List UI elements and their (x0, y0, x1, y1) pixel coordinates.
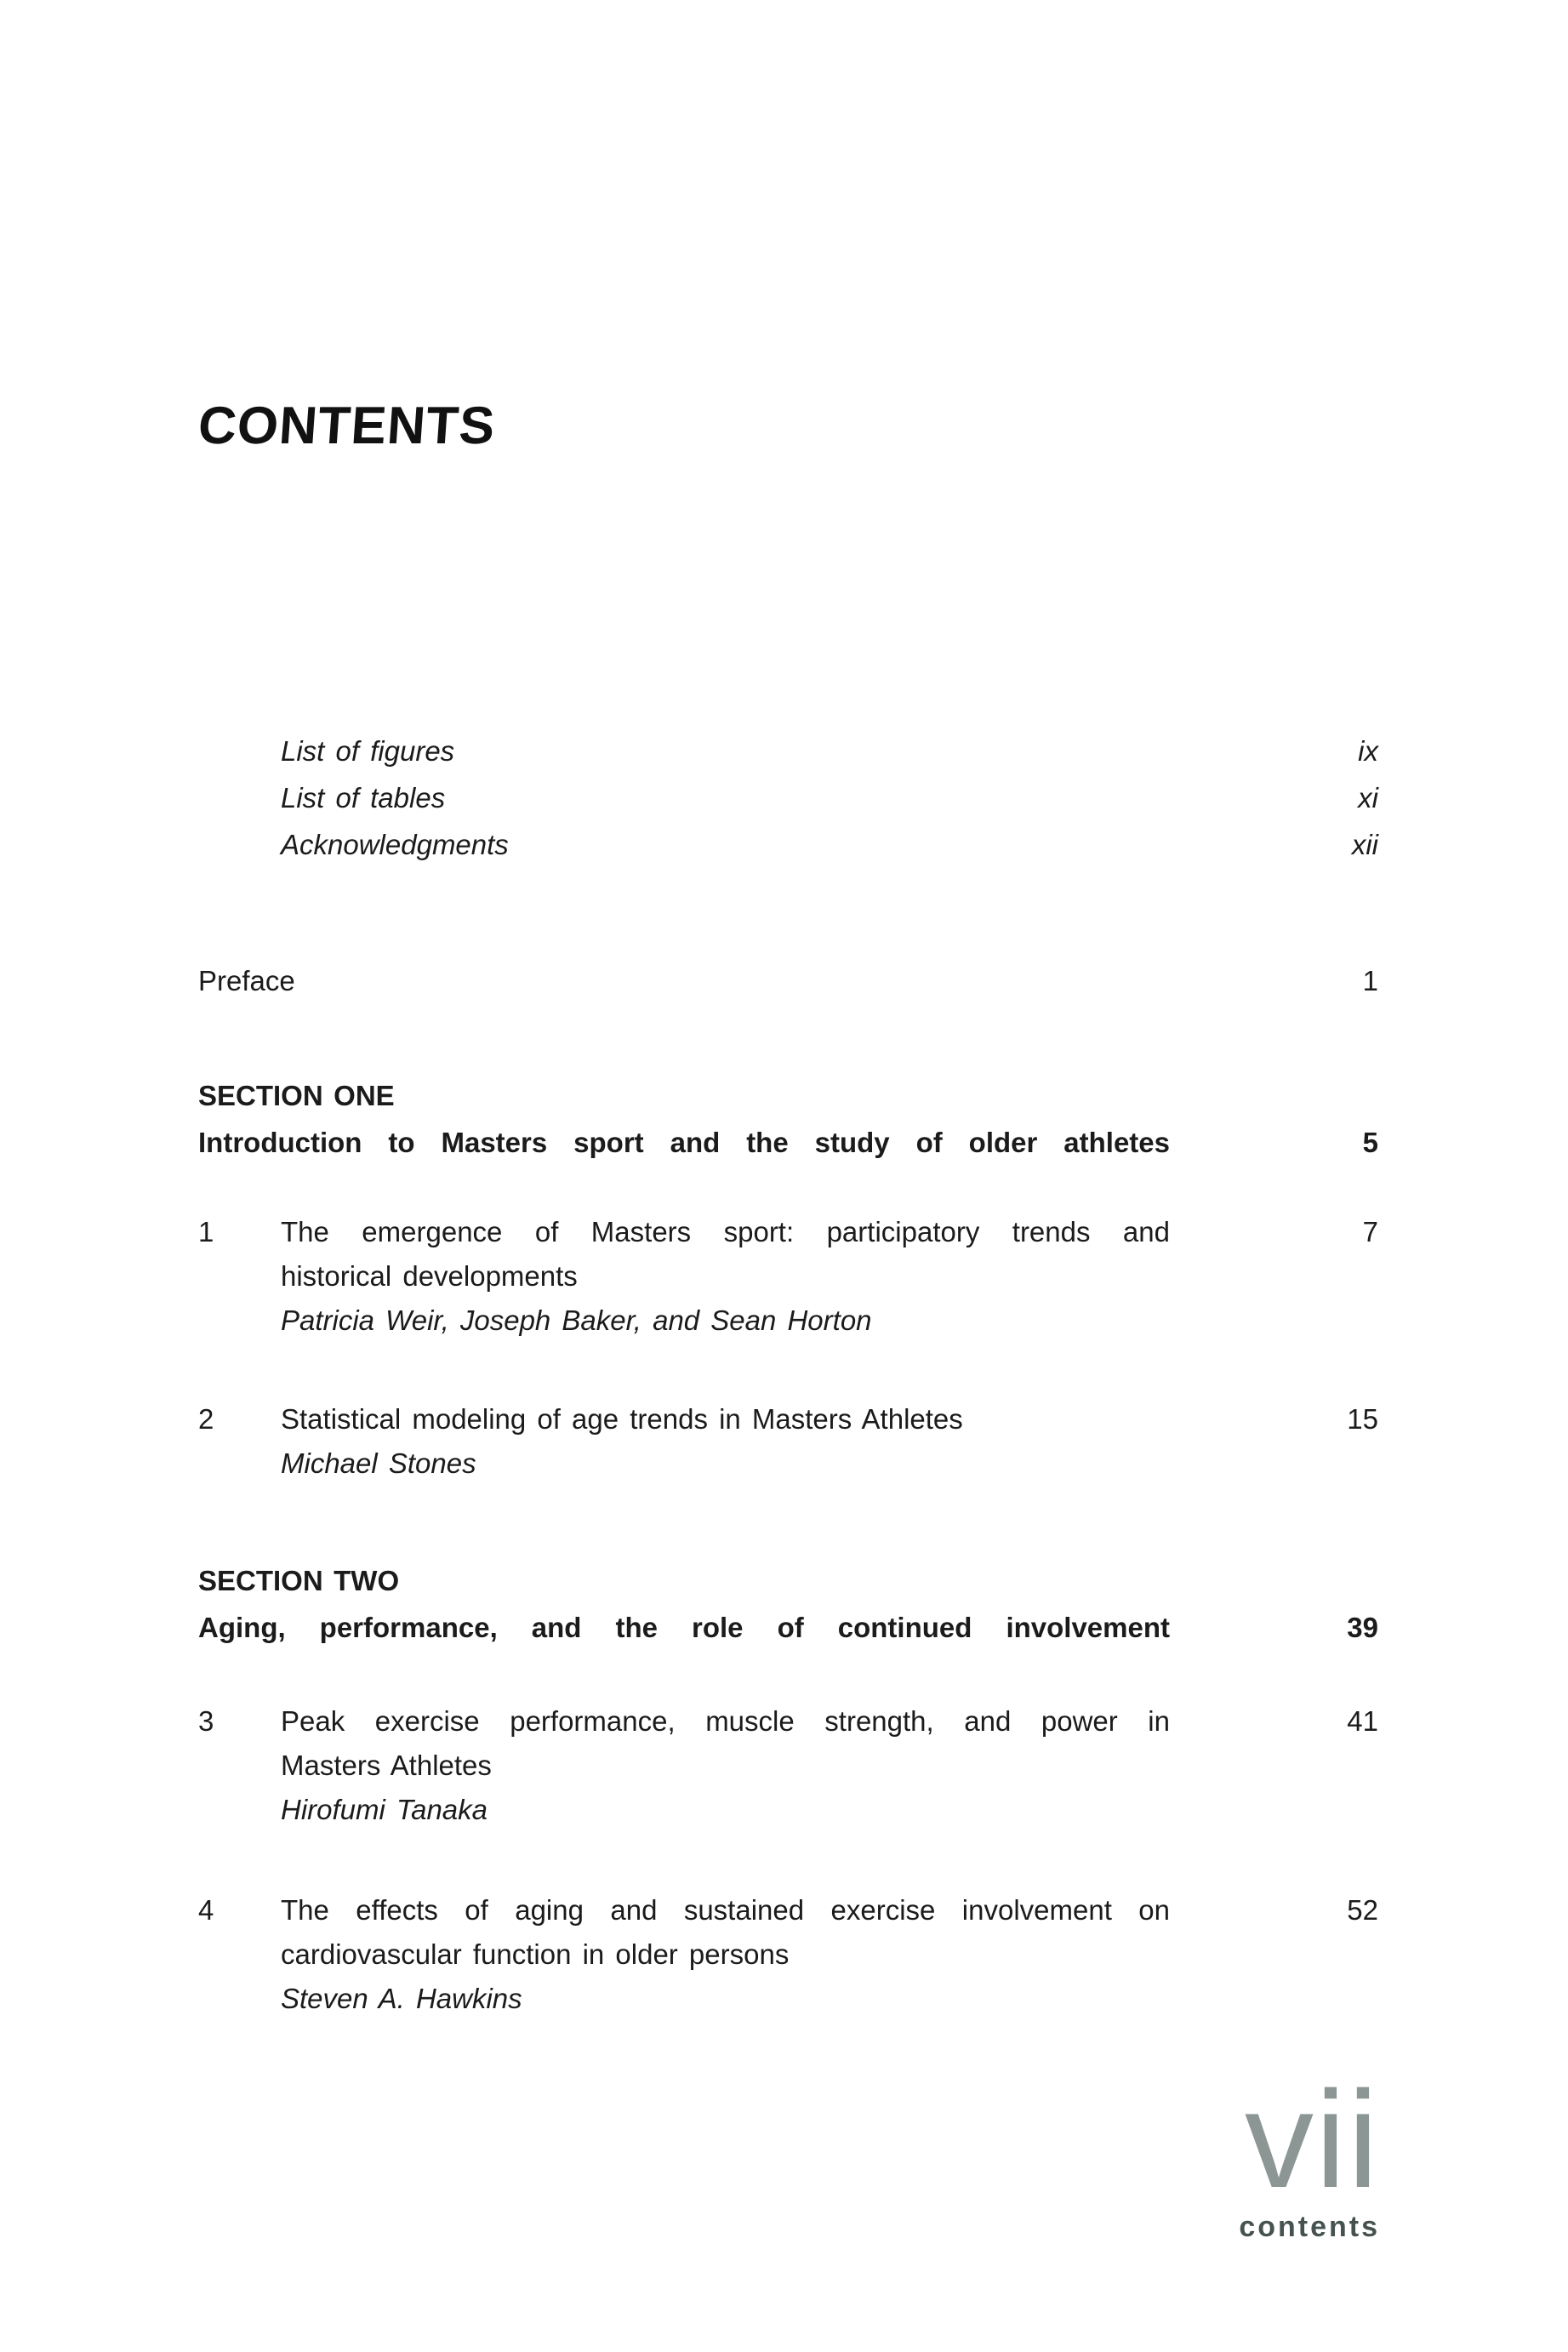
chapter-number: 4 (198, 1894, 214, 1926)
page-folio (1239, 2063, 1380, 2244)
chapter-authors: Steven A. Hawkins (281, 1983, 522, 2014)
section-one-heading (198, 1072, 1378, 1166)
toc-entry-chapter-1 (198, 1210, 1378, 1343)
chapter-title-line: Statistical modeling of age trends in Masters Athletes (281, 1403, 963, 1435)
chapter-body (281, 1888, 1170, 2021)
toc-entry-label: Acknowledgments (281, 829, 509, 860)
toc-entry-label: List of figures (281, 735, 455, 767)
chapter-body (281, 1699, 1170, 1832)
toc-entry-preface (198, 959, 1378, 1003)
chapter-title-line: Masters Athletes (281, 1750, 492, 1781)
chapter-authors: Hirofumi Tanaka (281, 1794, 488, 1825)
section-two-heading (198, 1557, 1378, 1651)
section-subtitle-row (198, 1604, 1378, 1651)
chapter-page: 52 (1347, 1894, 1378, 1926)
section-label: SECTION TWO (198, 1565, 400, 1596)
toc-entry-page: 1 (1362, 965, 1378, 996)
toc-entry-label: List of tables (281, 782, 446, 813)
toc-entry-page: ix (1358, 735, 1378, 767)
page-title: CONTENTS (196, 397, 498, 455)
toc-entry-page: xii (1351, 829, 1378, 860)
chapter-page: 41 (1347, 1705, 1378, 1737)
section-page: 5 (1362, 1127, 1378, 1158)
toc-entry-list-of-figures (281, 728, 1378, 774)
chapter-page: 7 (1362, 1216, 1378, 1247)
chapter-number: 1 (198, 1216, 214, 1247)
section-page: 39 (1347, 1612, 1378, 1643)
toc-entry-chapter-2 (198, 1397, 1378, 1486)
toc-entry-chapter-4 (198, 1888, 1378, 2021)
chapter-title-line: cardiovascular function in older persons (281, 1938, 790, 1970)
chapter-number: 2 (198, 1403, 214, 1435)
chapter-title-line: The emergence of Masters sport: participatory trends and (281, 1216, 1170, 1247)
toc-entry-chapter-3 (198, 1699, 1378, 1832)
front-matter-list (281, 728, 1378, 868)
toc-entry-label: Preface (198, 965, 295, 996)
chapter-number: 3 (198, 1705, 214, 1737)
chapter-title-line: historical developments (281, 1260, 578, 1292)
section-subtitle-row (198, 1119, 1378, 1166)
folio-running-label: contents (1239, 2210, 1380, 2243)
chapter-title-line: The effects of aging and sustained exercise involvement on (281, 1894, 1170, 1926)
chapter-authors: Patricia Weir, Joseph Baker, and Sean Horton (281, 1304, 872, 1336)
toc-entry-acknowledgments (281, 821, 1378, 868)
toc-entry-page: xi (1358, 782, 1378, 813)
section-subtitle: Aging, performance, and the role of continued involvement (198, 1612, 1170, 1643)
chapter-authors: Michael Stones (281, 1447, 476, 1479)
chapter-page: 15 (1347, 1403, 1378, 1435)
toc-entry-list-of-tables (281, 774, 1378, 821)
section-label: SECTION ONE (198, 1080, 395, 1111)
chapter-title-line: Peak exercise performance, muscle strength, and power in (281, 1705, 1170, 1737)
section-subtitle: Introduction to Masters sport and the study of older athletes (198, 1127, 1170, 1158)
folio-page-numeral: vii (1245, 2063, 1380, 2217)
chapter-body (281, 1210, 1170, 1343)
chapter-body (281, 1397, 1170, 1486)
